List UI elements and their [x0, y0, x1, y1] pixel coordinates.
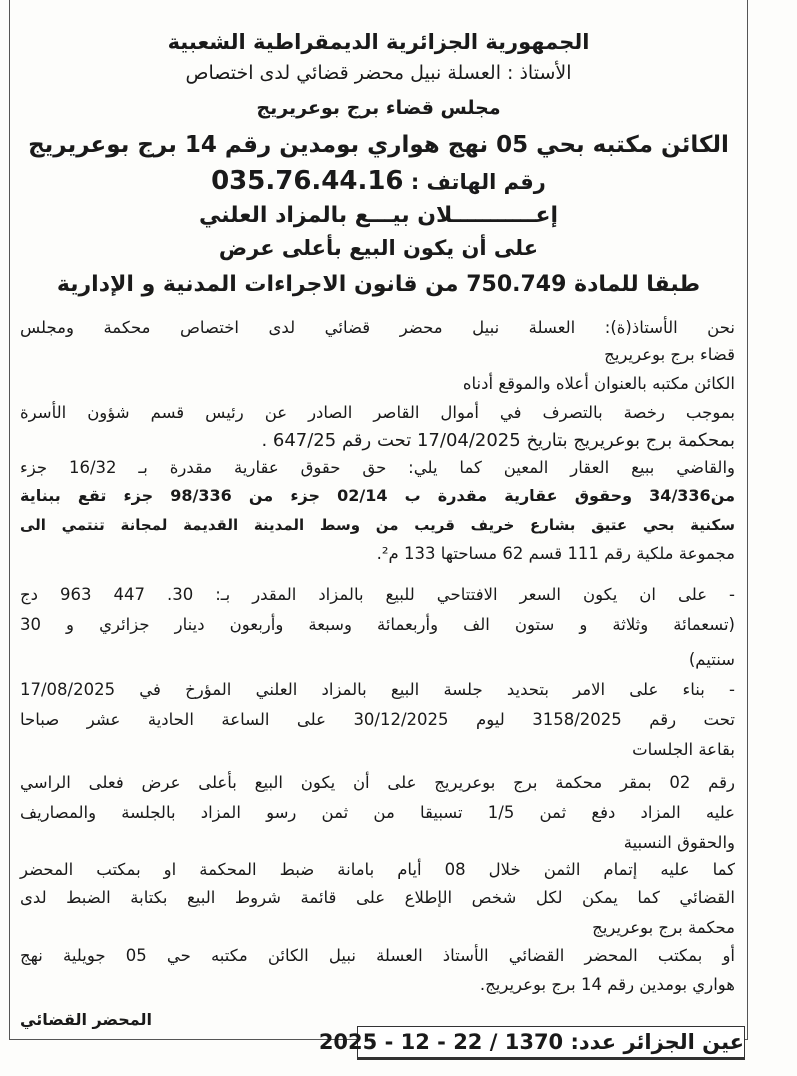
- body-line: عليه المزاد دفع ثمن 1/5 تسبيقا من ثمن رسو المزاد بالجلسة والمصاريف: [20, 803, 736, 822]
- body-line: بمحكمة برج بوعريريج بتاريخ 17/04/2025 تحت رقم 647/25 .: [261, 430, 735, 451]
- law-reference: طبقا للمادة 750.749 من قانون الاجراءات المدنية و الإدارية: [56, 272, 701, 297]
- body-line: - بناء على الامر بتحديد جلسة البيع بالمزاد العلني المؤرخ في 17/08/2025: [20, 680, 735, 699]
- body-line: سنتيم): [688, 650, 735, 669]
- body-line: نحن الأستاذ(ة): العسلة نبيل محضر قضائي لدى اختصاص محكمة ومجلس: [20, 318, 735, 337]
- phone-label: رقم الهاتف :: [403, 170, 546, 194]
- republic-heading: الجمهورية الجزائرية الديمقراطية الشعبية: [167, 30, 590, 54]
- phone-number: 035.76.44.16: [211, 166, 404, 196]
- body-line: بقاعة الجلسات: [632, 740, 735, 759]
- body-line: والحقوق النسبية: [623, 833, 735, 852]
- body-line: تحت رقم 3158/2025 ليوم 30/12/2025 على الساعة الحادية عشر صباحا: [20, 710, 735, 729]
- signature: المحضر القضائي: [20, 1010, 153, 1029]
- body-line: محكمة برج بوعريريج: [592, 918, 735, 937]
- body-line: الكائن مكتبه بالعنوان أعلاه والموقع أدناه: [462, 374, 735, 393]
- body-line: بموجب رخصة بالتصرف في أموال القاصر الصادر عن رئيس قسم شؤون الأسرة: [20, 403, 735, 422]
- body-line: - على ان يكون السعر الافتتاحي للبيع بالمزاد المقدر بـ: 30. 447 963 دج: [20, 585, 736, 604]
- body-line: (تسعمائة وثلاثة و ستون الف وأربعمائة وسبعة وأربعون دينار جزائري و 30: [20, 615, 735, 634]
- phone-line: [20, 166, 737, 196]
- body-line: كما عليه إتمام الثمن خلال 08 أيام بامانة ضبط المحكمة او بمكتب المحضر: [20, 860, 735, 879]
- body-line: مجموعة ملكية رقم 111 قسم 62 مساحتها 133 م².: [376, 544, 735, 563]
- court-line: مجلس قضاء برج بوعريريج: [256, 97, 501, 119]
- body-line: قضاء برج بوعريريج: [604, 345, 735, 364]
- body-line: من34/336 وحقوق عقارية مقدرة ب 02/14 جزء من 98/336 جزء تقع ببناية: [20, 486, 735, 505]
- bailiff-line: الأستاذ : العسلة نبيل محضر قضائي لدى اختصاص: [185, 62, 572, 84]
- notice-subtitle: على أن يكون البيع بأعلى عرض: [218, 236, 539, 260]
- body-line: أو بمكتب المحضر القضائي الأستاذ العسلة نبيل الكائن مكتبه حي 05 جويلية نهج: [20, 946, 735, 965]
- body-line: رقم 02 بمقر محكمة برج بوعريريج على أن يكون البيع بأعلى عرض فعلى الراسي: [20, 773, 735, 792]
- body-line: سكنية بحي عتيق بشارع خريف قريب من وسط المدينة القديمة لمجانة تنتمي الى: [20, 516, 735, 534]
- body-line: القضائي كما يمكن لكل شخص الإطلاع على قائمة شروط البيع بكتابة الضبط لدى: [20, 888, 735, 907]
- notice-title: إعـــــــــــلان بيـــع بالمزاد العلني: [198, 203, 559, 228]
- publication-footer: عين الجزائر عدد: 1370 / 22 - 12 - 2025: [357, 1026, 745, 1060]
- body-line: والقاضي ببيع العقار المعين كما يلي: حق حقوق عقارية مقدرة بـ 16/32 جزء: [20, 458, 735, 477]
- address-line: الكائن مكتبه بحي 05 نهج هواري بومدين رقم 14 برج بوعريريج: [28, 132, 729, 158]
- body-line: هواري بومدين رقم 14 برج بوعريريج.: [479, 975, 735, 994]
